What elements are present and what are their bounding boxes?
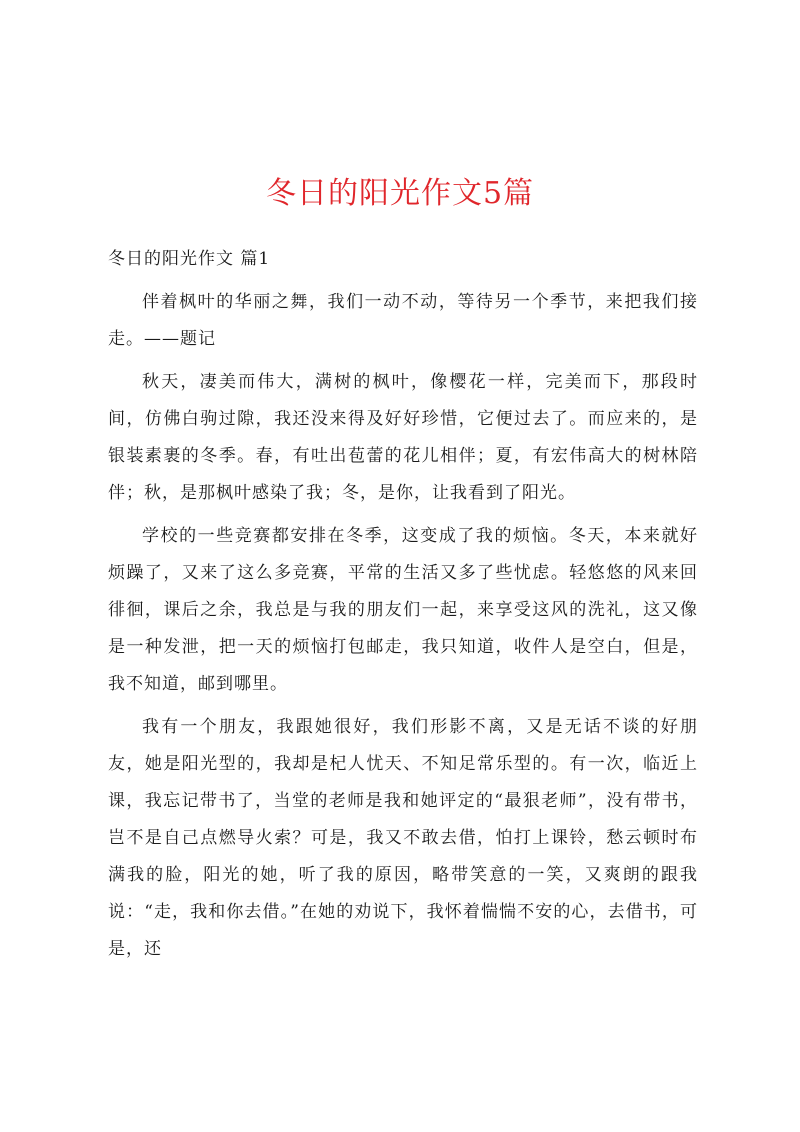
page-title: 冬日的阳光作文5篇	[265, 176, 535, 211]
paragraph-school-contests: 学校的一些竞赛都安排在冬季，这变成了我的烦恼。冬天，本来就好烦躁了，又来了这么多竞赛，平常的生活又多了些忧虑。轻悠悠的风来回徘徊，课后之余，我总是与我的朋友们一起，来享受这风的洗礼，这又像是一种发泄，把一天的烦恼打包邮走，我只知道，收件人是空白，但是，我不知道，邮到哪里。	[108, 526, 698, 694]
article-body	[108, 284, 698, 974]
paragraph-autumn-winter: 秋天，凄美而伟大，满树的枫叶，像樱花一样，完美而下，那段时间，仿佛白驹过隙，我还没来得及好好珍惜，它便过去了。而应来的，是银装素裹的冬季。春，有吐出苞蕾的花儿相伴；夏，有宏伟高大的树林陪伴；秋，是那枫叶感染了我；冬，是你，让我看到了阳光。	[108, 372, 698, 503]
paragraph-friend: 我有一个朋友，我跟她很好，我们形影不离，又是无话不谈的好朋友，她是阳光型的，我却是杞人忧天、不知足常乐型的。有一次，临近上课，我忘记带书了，当堂的老师是我和她评定的“最狠老师”，没有带书，岂不是自己点燃导火索？可是，我又不敢去借，怕打上课铃，愁云顿时布满我的脸，阳光的她，听了我的原因，略带笑意的一笑，又爽朗的跟我说：“走，我和你去借。”在她的劝说下，我怀着惴惴不安的心，去借书，可是，还	[108, 717, 698, 959]
paragraph-epigraph: 伴着枫叶的华丽之舞，我们一动不动，等待另一个季节，来把我们接走。——题记	[108, 292, 698, 349]
section-heading: 冬日的阳光作文 篇1	[108, 249, 271, 269]
